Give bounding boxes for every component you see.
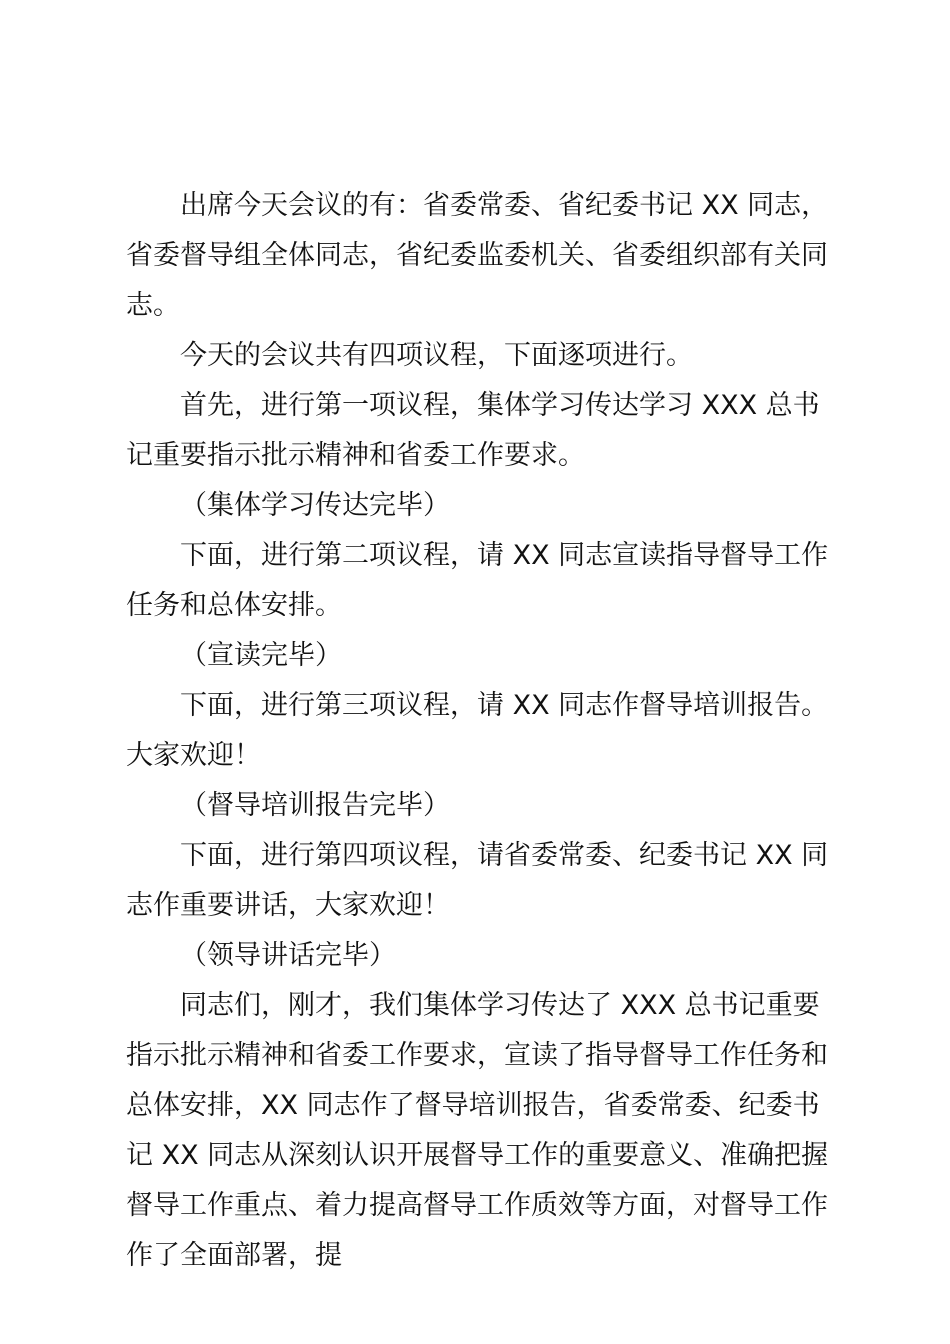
paragraph-agenda-item-2: 下面，进行第二项议程，请 XX 同志宣读指导督导工作任务和总体安排。 (126, 540, 829, 621)
paragraph-agenda-item-3: 下面，进行第三项议程，请 XX 同志作督导培训报告。大家欢迎！ (126, 690, 829, 771)
paragraph-note-4: （领导讲话完毕） (180, 940, 396, 971)
paragraph-note-3: （督导培训报告完毕） (180, 790, 450, 821)
paragraph-note-1: （集体学习传达完毕） (180, 490, 450, 521)
paragraph-summary: 同志们，刚才，我们集体学习传达了 XXX 总书记重要指示批示精神和省委工作要求，宣读了指导督导工作任务和总体安排，XX 同志作了督导培训报告，省委常委、纪委书记 XX 同志从深刻认识开展督导工作的重要意义、准确把握督导工作重点、着力提高督导工作质效等方面，对督导工作作了全面部署，提 (126, 990, 829, 1271)
paragraph-agenda-intro: 今天的会议共有四项议程，下面逐项进行。 (180, 340, 693, 371)
document-body (126, 181, 838, 1281)
paragraph-attendees: 出席今天会议的有：省委常委、省纪委书记 XX 同志，省委督导组全体同志，省纪委监委机关、省委组织部有关同志。 (126, 190, 829, 321)
paragraph-note-2: （宣读完毕） (180, 640, 342, 671)
paragraph-agenda-item-1: 首先，进行第一项议程，集体学习传达学习 XXX 总书记重要指示批示精神和省委工作要求。 (126, 390, 820, 471)
paragraph-agenda-item-4: 下面，进行第四项议程，请省委常委、纪委书记 XX 同志作重要讲话，大家欢迎！ (126, 840, 829, 921)
